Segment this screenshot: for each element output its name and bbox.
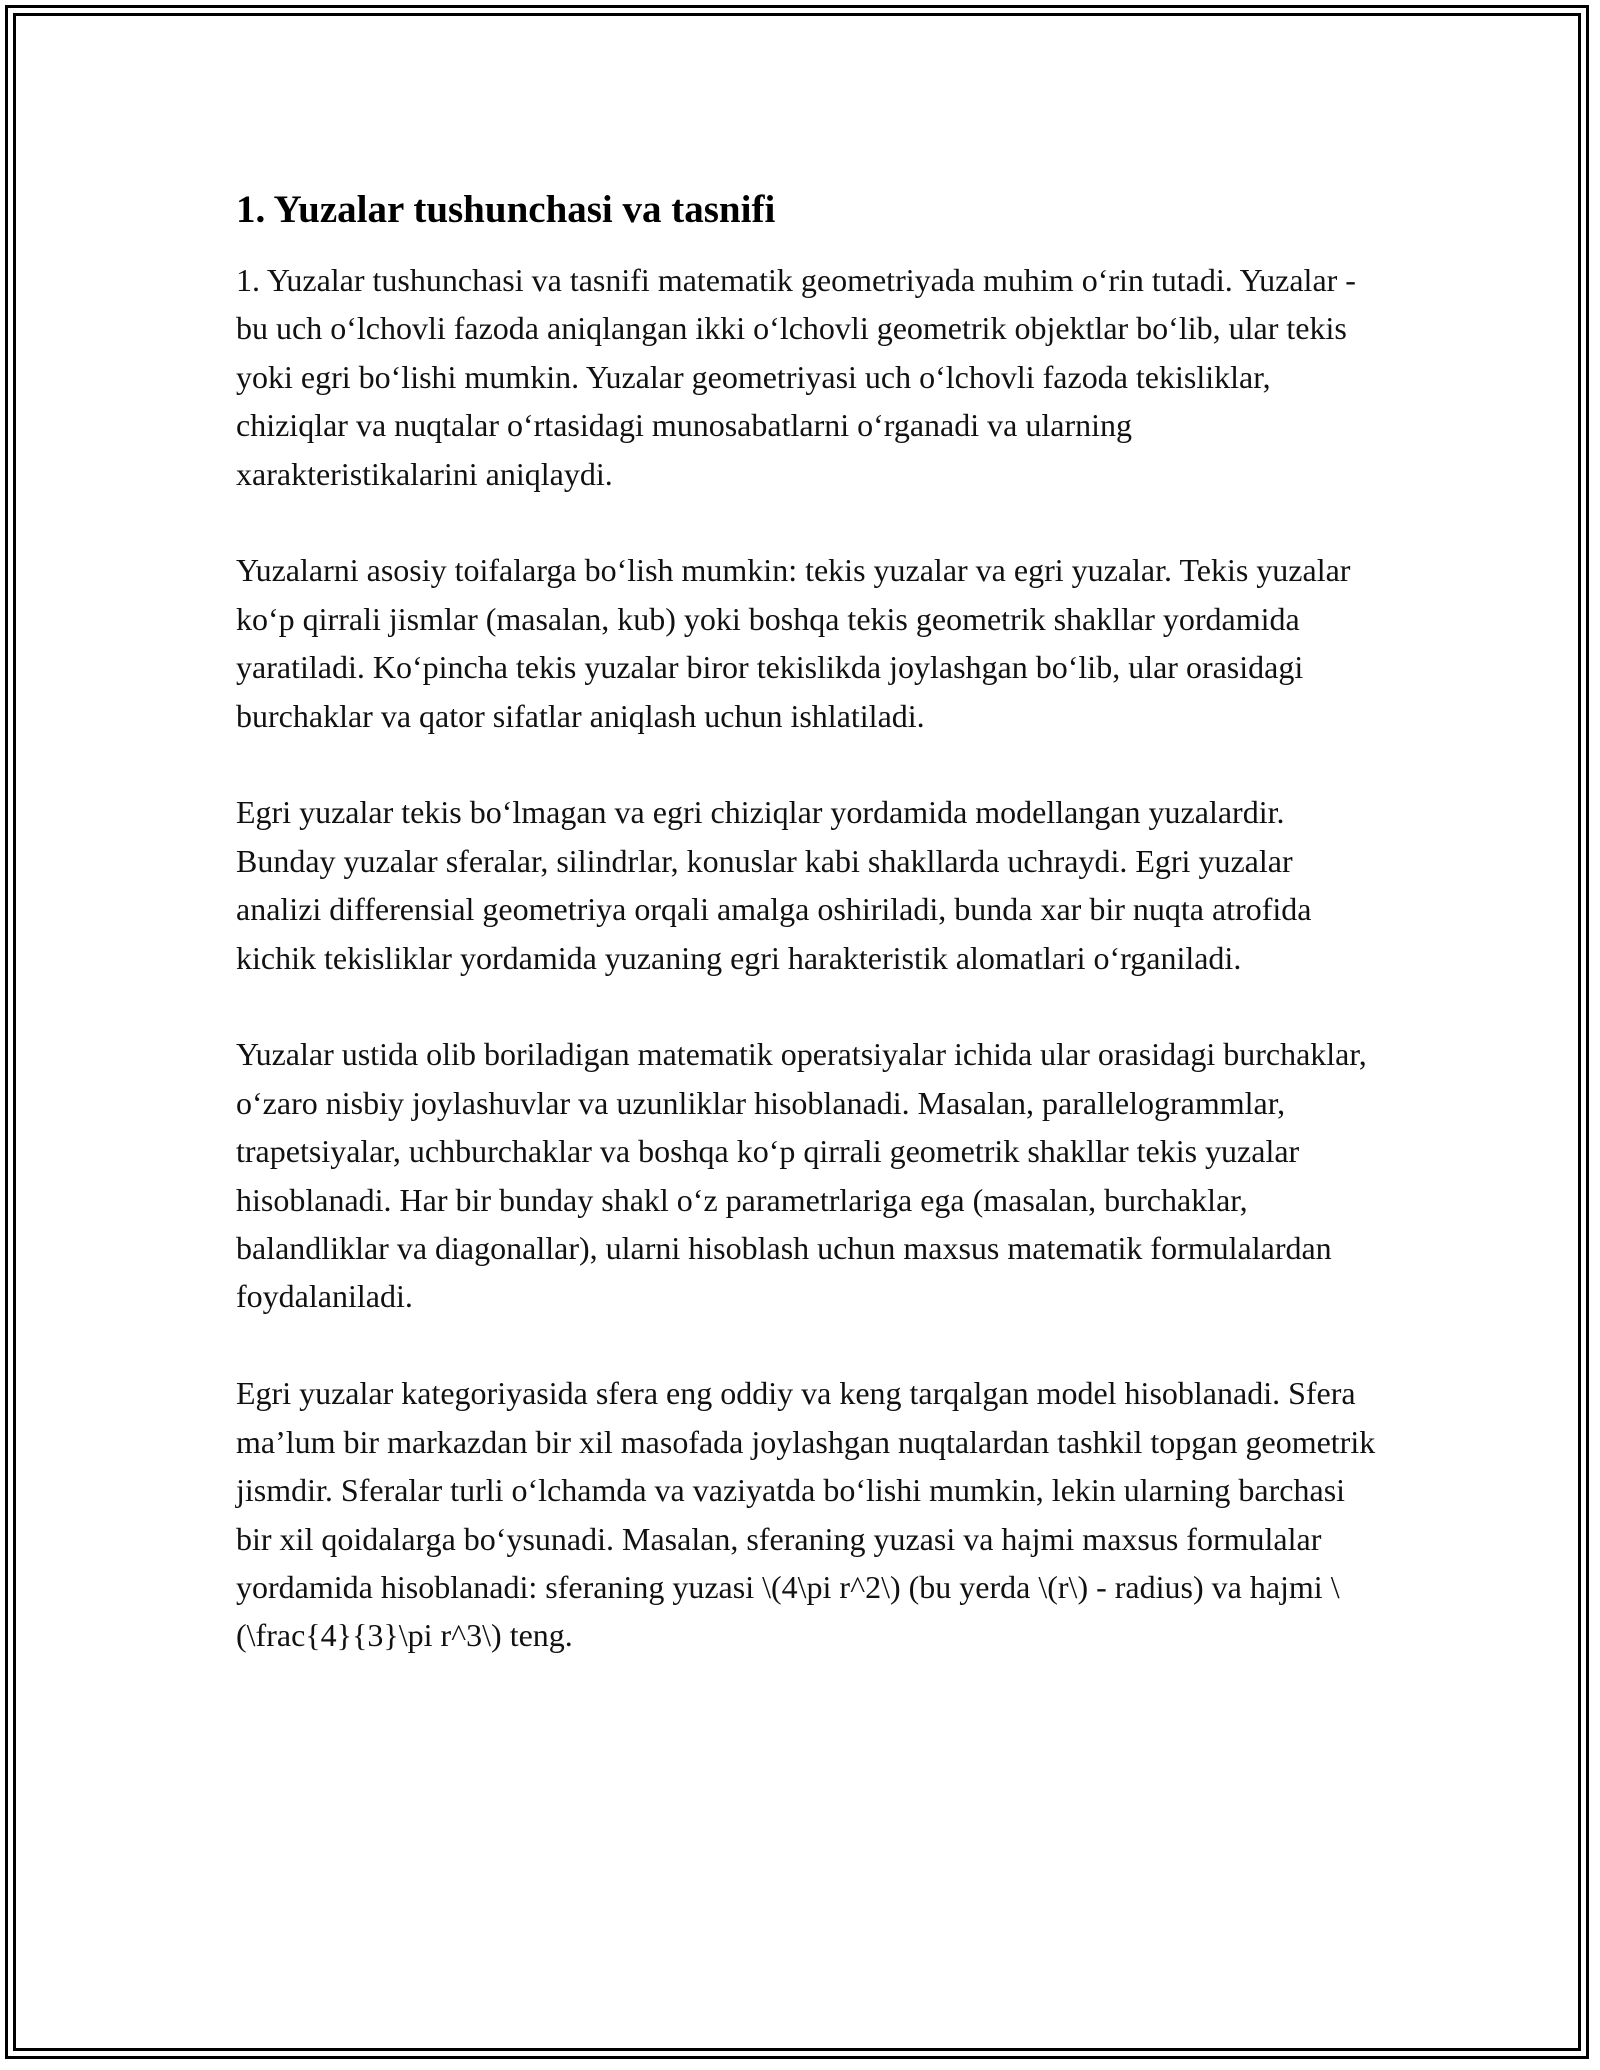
paragraph-3: Egri yuzalar tekis bo‘lmagan va egri chiziqlar yordamida modellangan yuzalardir. Bunday yuzalar sferalar, silindrlar, konuslar kabi shakllarda uchraydi. Egri yuzalar analizi differensial geometriya orqali amalga oshiriladi, bunda xar bir nuqta atrofida kichik tekisliklar yordamida yuzaning egri harakteristik alomatlari o‘rganiladi. — [236, 794, 1312, 976]
paragraph-4: Yuzalar ustida olib boriladigan matematik operatsiyalar ichida ular orasidagi burchaklar, o‘zaro nisbiy joylashuvlar va uzunliklar hisoblanadi. Masalan, parallelogrammlar, trapetsiyalar, uchburchaklar va boshqa ko‘p qirrali geometrik shakllar tekis yuzalar hisoblanadi. Har bir bunday shakl o‘z parametrlariga ega (masalan, burchaklar, balandliklar va diagonallar), ularni hisoblash uchun maxsus matematik formulalardan foydalaniladi. — [236, 1036, 1367, 1315]
paragraph-5: Egri yuzalar kategoriyasida sfera eng oddiy va keng tarqalgan model hisoblanadi. Sfera ma’lum bir markazdan bir xil masofada joylashgan nuqtalardan tashkil topgan geometrik jismdir. Sferalar turli o‘lchamda va vaziyatda bo‘lishi mumkin, lekin ularning barchasi bir xil qoidalarga bo‘ysunadi. Masalan, sferaning yuzasi va hajmi maxsus formulalar yordamida hisoblanadi: sferaning yuzasi \(4\pi r^2\) (bu yerda \(r\) - radius) va hajmi \(\frac{4}{3}\pi r^3\) teng. — [236, 1375, 1376, 1654]
document-body — [236, 186, 1376, 1708]
section-title: 1. Yuzalar tushunchasi va tasnifi — [236, 188, 776, 231]
paragraph-2: Yuzalarni asosiy toifalarga bo‘lish mumkin: tekis yuzalar va egri yuzalar. Tekis yuzalar ko‘p qirrali jismlar (masalan, kub) yoki boshqa tekis geometrik shakllar yordamida yaratiladi. Ko‘pincha tekis yuzalar biror tekislikda joylashgan bo‘lib, ular orasidagi burchaklar va qator sifatlar aniqlash uchun ishlatiladi. — [236, 552, 1351, 734]
paragraph-1: 1. Yuzalar tushunchasi va tasnifi matematik geometriyada muhim o‘rin tutadi. Yuzalar - bu uch o‘lchovli fazoda aniqlangan ikki o‘lchovli geometrik objektlar bo‘lib, ular tekis yoki egri bo‘lishi mumkin. Yuzalar geometriyasi uch o‘lchovli fazoda tekisliklar, chiziqlar va nuqtalar o‘rtasidagi munosabatlarni o‘rganadi va ularning xarakteristikalarini aniqlaydi. — [236, 262, 1356, 492]
